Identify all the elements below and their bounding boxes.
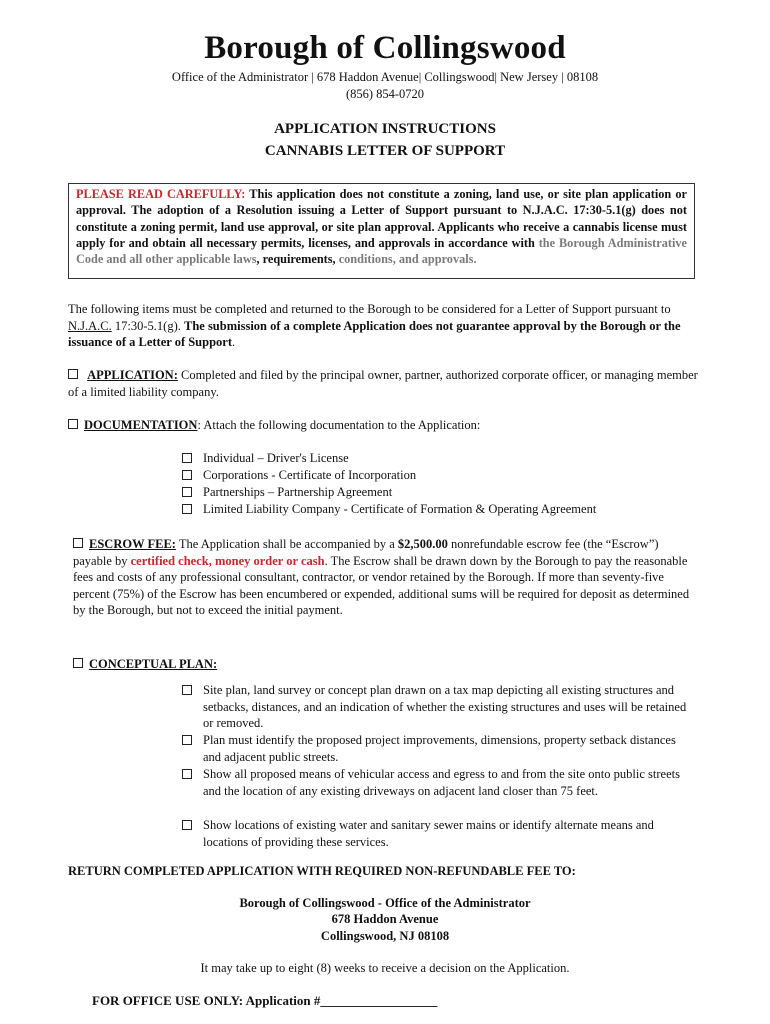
plan-item-text: Site plan, land survey or concept plan drawn on a tax map depicting all existing structures and setbacks, distances, and an indication of whether the existing structures and uses will be retained or removed. [203, 683, 687, 731]
timing-note: It may take up to eight (8) weeks to receive a decision on the Application. [200, 961, 570, 975]
list-item [182, 732, 692, 765]
plan-item-text: Show all proposed means of vehicular access and egress to and from the site onto public streets and the location of any existing driveways on adjacent land closer than 75 feet. [203, 767, 680, 798]
escrow-payment-methods: certified check, money order or cash [130, 553, 325, 568]
list-item [182, 817, 692, 850]
application-checkbox[interactable] [68, 369, 78, 379]
intro-njac: N.J.A.C. [68, 318, 112, 333]
intro-text: The following items must be completed and returned to the Borough to be considered for a Letter of Support pursuant to [68, 302, 671, 316]
plan-item-text: Show locations of existing water and sanitary sewer mains or identify alternate means and locations of providing these services. [203, 818, 654, 849]
doc-checkbox-4[interactable] [182, 504, 192, 514]
doc-title-line2: CANNABIS LETTER OF SUPPORT [264, 143, 506, 159]
escrow-amount: $2,500.00 [397, 537, 448, 551]
escrow-checkbox[interactable] [73, 538, 83, 548]
warning-box [68, 183, 695, 279]
escrow-section [73, 536, 697, 619]
doc-item-text: Partnerships – Partnership Agreement [203, 485, 393, 499]
documentation-section [68, 417, 698, 434]
documentation-checkbox[interactable] [68, 419, 78, 429]
intro-bold: The submission of a complete Application does not guarantee approval by the Borough or the issuance of a Letter of Support [68, 318, 681, 350]
doc-item-text: Limited Liability Company - Certificate of Formation & Operating Agreement [203, 502, 597, 516]
conceptual-label: CONCEPTUAL PLAN: [89, 657, 218, 671]
warning-tail: , requirements, [256, 252, 339, 267]
plan-checkbox-1[interactable] [182, 685, 192, 695]
application-text: Completed and filed by the principal owner, partner, authorized corporate officer, or managing member of a limited liability company. [68, 368, 698, 399]
doc-checkbox-2[interactable] [182, 470, 192, 480]
doc-checkbox-1[interactable] [182, 453, 192, 463]
escrow-text2: nonrefundable escrow fee (the “Escrow”) payable by [73, 537, 659, 568]
list-item [182, 682, 692, 732]
warning-gray-text: the Borough Administrative Code and all other applicable laws [76, 235, 687, 267]
warning-tail-gray: conditions, and approvals. [338, 252, 477, 267]
documentation-label: DOCUMENTATION [84, 418, 198, 432]
office-phone: (856) 854-0720 [345, 87, 425, 101]
application-label: APPLICATION: [87, 368, 178, 382]
intro-text2: 17:30-5.1(g). [111, 318, 184, 333]
return-address-line3: Collingswood, NJ 08108 [320, 929, 450, 943]
escrow-text3: . The Escrow shall be drawn down by the Borough to pay the reasonable fees and costs of any professional consultant, contractor, or vendor retained by the Borough. If more than seventy-five percent (75%) of the Escrow has been encumbered or expended, additional sums will be required for deposit as determined by the Borough, but not to exceed the initial payment. [73, 553, 690, 618]
documentation-text: : Attach the following documentation to the Application: [197, 418, 481, 432]
intro-end: . [232, 335, 236, 350]
office-use-line: FOR OFFICE USE ONLY: Application #__________________ [92, 993, 438, 1008]
intro-paragraph [68, 301, 698, 351]
doc-title-line1: APPLICATION INSTRUCTIONS [274, 121, 496, 137]
page-title: Borough of Collingswood [204, 30, 566, 66]
plan-checkbox-2[interactable] [182, 735, 192, 745]
list-item [182, 450, 692, 467]
conceptual-section [73, 656, 703, 673]
doc-item-text: Individual – Driver's License [203, 451, 349, 465]
list-item [182, 467, 692, 484]
plan-checkbox-4[interactable] [182, 820, 192, 830]
list-item [182, 484, 692, 501]
return-address-line1: Borough of Collingswood - Office of the Administrator [239, 896, 531, 910]
doc-checkbox-3[interactable] [182, 487, 192, 497]
return-heading: RETURN COMPLETED APPLICATION WITH REQUIRED NON-REFUNDABLE FEE TO: [68, 864, 576, 878]
conceptual-checkbox[interactable] [73, 658, 83, 668]
warning-lead: PLEASE READ CAREFULLY: [76, 187, 246, 201]
plan-item-text: Plan must identify the proposed project improvements, dimensions, property setback distances and adjacent public streets. [203, 733, 676, 764]
plan-checkbox-3[interactable] [182, 769, 192, 779]
escrow-text: The Application shall be accompanied by a [175, 537, 398, 551]
warning-body: This application does not constitute a zoning, land use, or site plan application or approval. The adoption of a Resolution issuing a Letter of Support pursuant to N.J.A.C. 17:30-5.1(g) does not constitute a zoning permit, land use approval, or site plan approval. Applicants who receive a cannabis license must apply for and obtain all necessary permits, licenses, and approvals in accordance with [76, 187, 688, 250]
list-item [182, 501, 692, 518]
list-item [182, 766, 692, 799]
return-address-line2: 678 Haddon Avenue [331, 912, 439, 926]
office-address: Office of the Administrator | 678 Haddon Avenue| Collingswood| New Jersey | 08108 [171, 70, 599, 84]
doc-item-text: Corporations - Certificate of Incorporation [203, 468, 417, 482]
application-section [68, 367, 698, 400]
escrow-label: ESCROW FEE: [89, 537, 176, 551]
